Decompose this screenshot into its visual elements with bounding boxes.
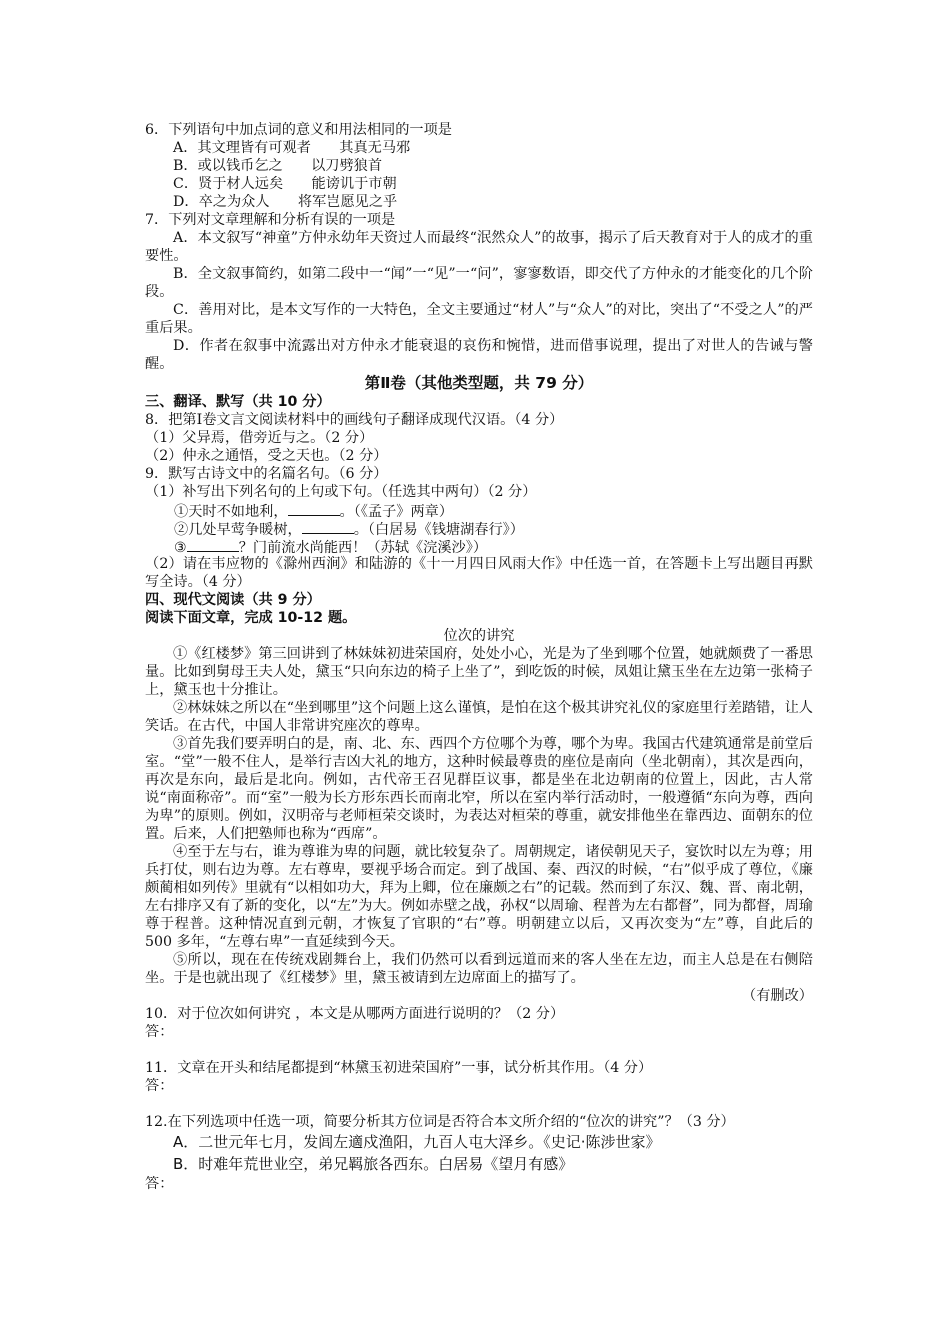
q9-line-1: ①天时不如地利， 。（《孟子》两章） bbox=[145, 501, 813, 519]
fill-blank bbox=[302, 519, 354, 534]
q7-option-a: A．本文叙写“神童”方仲永幼年天资过人而最终“泯然众人”的故事，揭示了后天教育对于人的成才的重要性。 bbox=[145, 230, 813, 264]
q9-stem: 9．默写古诗文中的名篇名句。（6 分） bbox=[145, 466, 388, 482]
q7-stem: 7．下列对文章理解和分析有误的一项是 bbox=[145, 212, 396, 228]
q9-sub2: （2）请在韦应物的《滁州西涧》和陆游的《十一月四日风雨大作》中任选一首，在答题卡上写出题目再默写全诗。（4 分） bbox=[145, 556, 813, 590]
q7-option-b: B．全文叙事简约，如第二段中一“闻”一“见”一“问”，寥寥数语，即交代了方仲永的才能变化的几个阶段。 bbox=[145, 266, 813, 300]
q11-stem: 11．文章在开头和结尾都提到“林黛玉初进荣国府”一事，试分析其作用。（4 分） bbox=[145, 1060, 653, 1076]
q12-option-a: A．二世元年七月，发闾左適戍渔阳，九百人屯大泽乡。《史记·陈涉世家》 bbox=[173, 1133, 661, 1151]
q10-answer-label: 答： bbox=[145, 1024, 174, 1040]
q8-item-1: （1）父异焉，借旁近与之。（2 分） bbox=[145, 430, 374, 446]
sec4-instruction: 阅读下面文章，完成 10-12 题。 bbox=[145, 610, 357, 626]
article-paragraph-4: ④至于左与右，谁为尊谁为卑的问题，就比较复杂了。周朝规定，诸侯朝见天子，宴饮时以左为尊；用兵打仗，则右边为尊。左右尊卑，要视乎场合而定。到了战国、秦、西汉的时候，“右”似乎成了尊位，《廉颇蔺相如列传》里就有“以相如功大，拜为上卿，位在廉颇之右”的记载。然而到了东汉、魏、晋、南北朝，左右排序又有了新的变化，以“左”为大。例如赤壁之战，孙权“以周瑜、程普为左右都督”，同为都督，周瑜尊于程普。这种情况直到元朝，才恢复了官职的“右”尊。明朝建立以后，又再次变为“左”尊，自此后的 500 多年，“左尊右卑”一直延续到今天。 bbox=[145, 844, 813, 950]
q12-option-b: B．时难年荒世业空，弟兄羁旅各西东。白居易《望月有感》 bbox=[173, 1155, 574, 1173]
article-paragraph-2: ②林妹妹之所以在“坐到哪里”这个问题上这么谨慎，是怕在这个极其讲究礼仪的家庭里行差踏错，让人笑话。在古代，中国人非常讲究座次的尊卑。 bbox=[145, 700, 813, 734]
q6-option-c: C．贤于材人远矣 能谤讥于市朝 bbox=[173, 176, 397, 192]
q6-option-b: B．或以钱币乞之 以刀劈狼首 bbox=[173, 158, 383, 174]
q8-item-2: （2）仲永之通悟，受之天也。（2 分） bbox=[145, 448, 388, 464]
q6-option-a: A．其文理皆有可观者 其真无马邪 bbox=[173, 140, 411, 156]
q11-answer-label: 答： bbox=[145, 1078, 174, 1094]
q7-option-d: D．作者在叙事中流露出对方仲永才能衰退的哀伤和惋惜，进而借事说理，提出了对世人的告诫与警醒。 bbox=[145, 338, 813, 372]
sec3-heading: 三、翻译、默写（共 10 分） bbox=[145, 394, 331, 410]
q12-answer-label: 答： bbox=[145, 1176, 174, 1192]
fill-blank bbox=[187, 537, 239, 552]
q12-stem: 12.在下列选项中任选一项，简要分析其方位词是否符合本文所介绍的“位次的讲究”？（3 分） bbox=[145, 1114, 735, 1130]
q9-line-3: ③ ？门前流水尚能西！（苏轼《浣溪沙》） bbox=[145, 537, 813, 555]
q10-stem: 10．对于位次如何讲究 ，本文是从哪两方面进行说明的？（2 分） bbox=[145, 1006, 565, 1022]
article-paragraph-5: ⑤所以，现在在传统戏剧舞台上，我们仍然可以看到远道而来的客人坐在左边，而主人总是在右侧陪坐。于是也就出现了《红楼梦》里，黛玉被请到左边席面上的描写了。 bbox=[145, 952, 813, 986]
fill-blank bbox=[288, 501, 340, 516]
source-note: （有删改） bbox=[742, 988, 813, 1004]
part2-title: 第Ⅱ卷（其他类型题，共 79 分） bbox=[364, 374, 594, 392]
article-title: 位次的讲究 bbox=[443, 628, 515, 644]
sec4-heading: 四、现代文阅读（共 9 分） bbox=[145, 592, 321, 608]
q7-option-c: C．善用对比，是本文写作的一大特色，全文主要通过“材人”与“众人”的对比，突出了“不受之人”的严重后果。 bbox=[145, 302, 813, 336]
q9-sub1: （1）补写出下列名句的上句或下句。（任选其中两句）（2 分） bbox=[145, 484, 537, 500]
q6-option-d: D．卒之为众人 将军岂愿见之乎 bbox=[173, 194, 398, 210]
article-paragraph-3: ③首先我们要弄明白的是，南、北、东、西四个方位哪个为尊，哪个为卑。我国古代建筑通常是前堂后室。“堂”一般不住人，是举行吉凶大礼的地方，这种时候最尊贵的座位是南向（坐北朝南），其次是西向，再次是东向，最后是北向。例如，古代帝王召见群臣议事，都是坐在北边朝南的位置上，因此，古人常说“南面称帝”。而“室”一般为长方形东西长而南北窄，所以在室内举行活动时，一般遵循“东向为尊，西向为卑”的原则。例如，汉明帝与老师桓荣交谈时，为表达对桓荣的尊重，就安排他坐在靠西边、面朝东的位置。后来，人们把塾师也称为“西席”。 bbox=[145, 736, 813, 842]
q6-stem: 6．下列语句中加点词的意义和用法相同的一项是 bbox=[145, 122, 452, 138]
q9-line-2: ②几处早莺争暖树， 。（白居易《钱塘湖春行》） bbox=[145, 519, 813, 537]
q8-stem: 8．把第Ⅰ卷文言文阅读材料中的画线句子翻译成现代汉语。（4 分） bbox=[145, 412, 564, 428]
article-paragraph-1: ①《红楼梦》第三回讲到了林妹妹初进荣国府，处处小心，光是为了坐到哪个位置，她就颇费了一番思量。比如到舅母王夫人处，黛玉“只向东边的椅子上坐了”，到吃饭的时候，凤姐让黛玉坐在左边第一张椅子上，黛玉也十分推让。 bbox=[145, 646, 813, 698]
exam-page bbox=[145, 121, 813, 1193]
